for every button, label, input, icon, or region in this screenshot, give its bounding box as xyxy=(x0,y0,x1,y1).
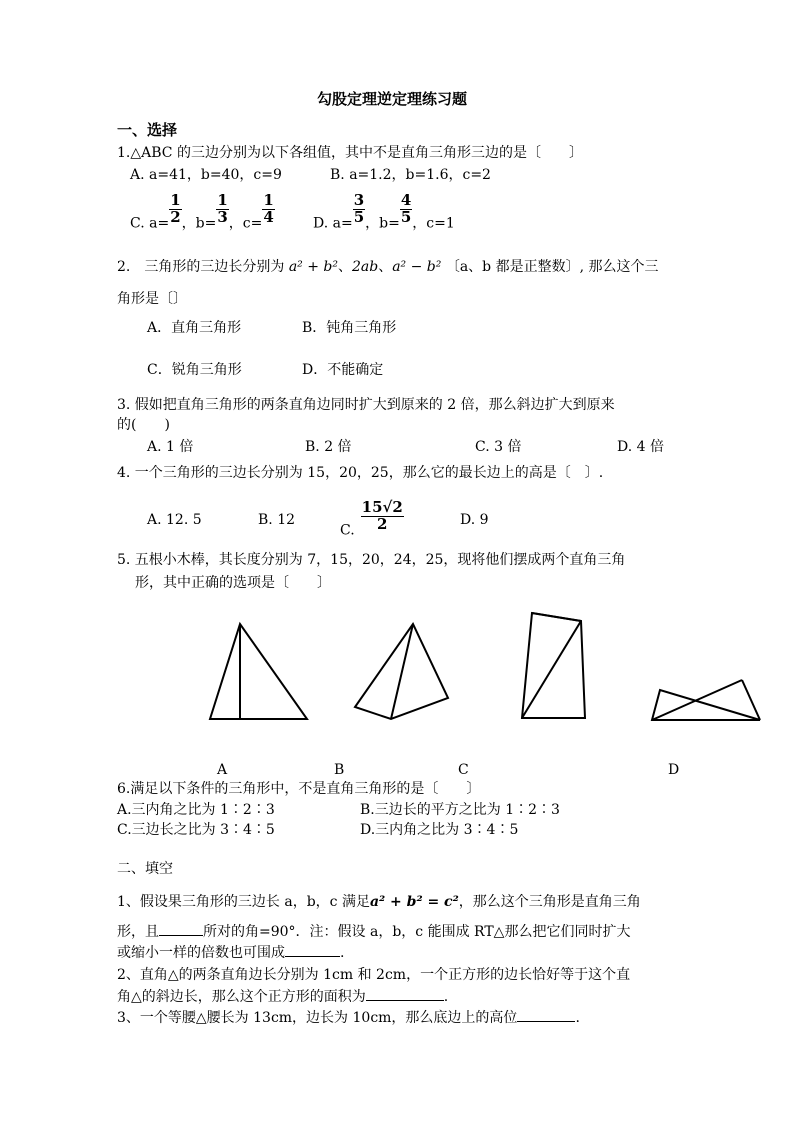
fraction: $\frac{1}{2}$ xyxy=(170,191,181,226)
f2-line2-suffix: . xyxy=(443,989,449,1005)
fraction: $\frac{1}{3}$ xyxy=(217,191,228,226)
q2-stem-line1 xyxy=(117,260,659,274)
f2-line2 xyxy=(117,990,448,1004)
q1-option-d xyxy=(313,193,455,230)
q2-expr-3: a² − b² xyxy=(392,259,442,275)
f2-blank[interactable] xyxy=(366,1000,444,1001)
figure-label-a: A xyxy=(217,762,228,778)
q2-option-c: C．锐角三角形 xyxy=(147,362,242,378)
f1-line1 xyxy=(117,895,641,909)
f1-line3-suffix: . xyxy=(340,945,345,961)
q1-d-prefix: D. a= xyxy=(313,215,353,232)
q3-stem-line2: 的( ) xyxy=(117,417,170,433)
q2-sep-2: 、 xyxy=(378,259,393,275)
q1-d-c: ，c=1 xyxy=(412,215,455,232)
q2-option-d: D．不能确定 xyxy=(302,362,384,378)
q4-option-a: A. 12. 5 xyxy=(147,512,202,528)
figure-b-triangle xyxy=(353,622,453,722)
f2-line2-prefix: 角△的斜边长，那么这个正方形的面积为 xyxy=(117,989,366,1005)
q1-c-b: ，b= xyxy=(181,215,217,232)
q4-option-d: D. 9 xyxy=(460,512,489,528)
f1-line2-suffix: 所对的角=90°．注：假设 a，b，c 能围成 RT△那么把它们同时扩大 xyxy=(203,924,631,940)
q3-option-d: D. 4 倍 xyxy=(617,439,664,455)
figure-c-triangle xyxy=(520,611,590,721)
q1-option-b: B. a=1.2，b=1.6，c=2 xyxy=(330,167,491,183)
f1-line2 xyxy=(117,925,630,939)
f1-line2-prefix: 形，且 xyxy=(117,924,159,940)
q3-option-c: C. 3 倍 xyxy=(475,439,522,455)
f1-line3-prefix: 或缩小一样的倍数也可围成 xyxy=(117,945,285,961)
q6-option-d: D.三内角之比为 3∶4∶5 xyxy=(360,822,519,838)
figure-a-triangle xyxy=(208,622,308,722)
q3-stem-line1: 3. 假如把直角三角形的两条直角边同时扩大到原来的 2 倍，那么斜边扩大到原来 xyxy=(117,397,615,413)
q2-stem-prefix: 2. 三角形的三边长分别为 xyxy=(117,259,285,275)
f1-blank-1[interactable] xyxy=(159,935,203,936)
q1-option-a: A. a=41，b=40，c=9 xyxy=(130,167,282,183)
q2-sep-1: 、 xyxy=(337,259,352,275)
q1-option-c xyxy=(130,193,275,230)
q3-option-a: A. 1 倍 xyxy=(147,439,194,455)
q2-option-b: B．钝角三角形 xyxy=(302,320,397,336)
q3-option-b: B. 2 倍 xyxy=(305,439,352,455)
q2-stem-suffix: 〔a、b 都是正整数〕, 那么这个三 xyxy=(445,259,659,275)
q6-stem: 6.满足以下条件的三角形中，不是直角三角形的是〔 〕 xyxy=(117,781,481,797)
q1-c-c: ，c= xyxy=(228,215,263,232)
q1-d-b: ，b= xyxy=(365,215,400,232)
q6-option-c: C.三边长之比为 3∶4∶5 xyxy=(117,822,275,838)
figure-label-b: B xyxy=(334,762,345,778)
figure-d-triangle xyxy=(650,678,765,723)
q4-stem: 4. 一个三角形的三边长分别为 15，20，25，那么它的最长边上的高是〔 〕. xyxy=(117,465,604,481)
f1-line1-suffix: ，那么这个三角形是直角三角 xyxy=(458,894,641,910)
q6-option-b: B.三边长的平方之比为 1∶2∶3 xyxy=(360,802,560,818)
section-fill-heading: 二、填空 xyxy=(117,861,173,877)
q2-expr-2: 2ab xyxy=(351,259,379,275)
f1-formula: a² + b² = c² xyxy=(369,894,459,910)
q2-option-a: A．直角三角形 xyxy=(147,320,242,336)
section-choice-heading: 一、选择 xyxy=(117,121,178,139)
q2-stem-line2: 角形是〔〕 xyxy=(117,291,187,307)
f1-line1-prefix: 1、假设果三角形的三边长 a，b，c 满足 xyxy=(117,894,370,910)
f1-blank-2[interactable] xyxy=(285,956,340,957)
fraction: $\frac{4}{5}$ xyxy=(400,191,412,226)
page-title: 勾股定理逆定理练习题 xyxy=(317,90,468,108)
q5-stem-line2: 形，其中正确的选项是〔 〕 xyxy=(135,575,331,591)
fraction: $\frac{3}{5}$ xyxy=(353,191,365,226)
q2-expr-1: a² + b² xyxy=(288,259,338,275)
f2-line1: 2、直角△的两条直角边长分别为 1cm 和 2cm，一个正方形的边长恰好等于这个直 xyxy=(117,967,631,983)
figure-label-d: D xyxy=(668,762,680,778)
q6-option-a: A.三内角之比为 1∶2∶3 xyxy=(117,802,275,818)
q5-stem-line1: 5. 五根小木棒，其长度分别为 7，15，20，24，25，现将他们摆成两个直角三角 xyxy=(117,552,626,568)
figure-label-c: C xyxy=(458,762,469,778)
f3-line1-suffix: . xyxy=(575,1010,580,1026)
q1-c-prefix: C. a= xyxy=(130,215,170,232)
fraction: $\frac{1}{4}$ xyxy=(263,191,274,226)
f3-line1 xyxy=(117,1011,580,1025)
fraction: $\frac{15√2}{2}$ xyxy=(361,498,403,533)
f3-line1-prefix: 3、一个等腰△腰长为 13cm，边长为 10cm，那么底边上的高位 xyxy=(117,1010,518,1026)
q4-c-prefix: C. xyxy=(340,522,355,539)
q4-option-c xyxy=(340,500,404,537)
f3-blank[interactable] xyxy=(517,1021,575,1022)
q1-stem: 1.△ABC 的三边分别为以下各组值，其中不是直角三角形三边的是〔 〕 xyxy=(117,145,583,161)
q4-option-b: B. 12 xyxy=(258,512,296,528)
f1-line3 xyxy=(117,946,344,960)
